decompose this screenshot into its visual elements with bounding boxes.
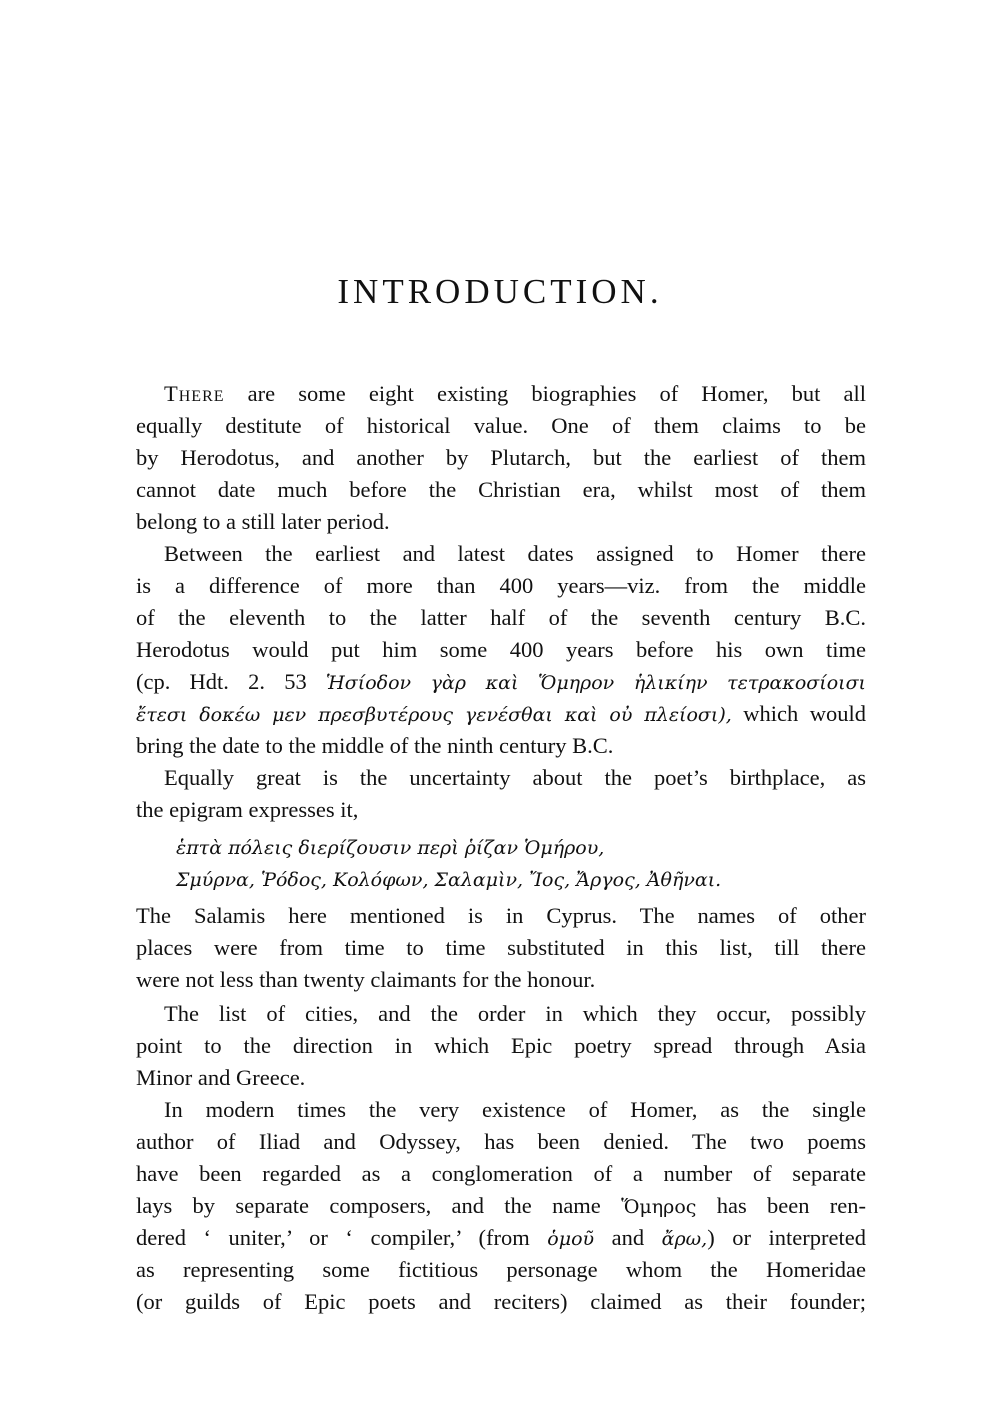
text-line: (or guilds of Epic poets and reciters) claimed as their founder; — [136, 1289, 866, 1314]
text-line: belong to a still later period. — [136, 509, 390, 534]
text-line: bring the date to the middle of the ninth century B.C. — [136, 733, 614, 758]
drop-word: There — [164, 381, 225, 406]
greek-word: ὁμοῦ — [547, 1228, 595, 1250]
text-line: were not less than twenty claimants for the honour. — [136, 967, 596, 992]
text-line: equally destitute of historical value. One of them claims to be — [136, 413, 866, 438]
greek-word: ἄρω, — [661, 1228, 708, 1250]
text-line: In modern times the very existence of Homer, as the single — [164, 1097, 866, 1122]
text-line: is a difference of more than 400 years—viz. from the middle — [136, 573, 866, 598]
text-line: Herodotus would put him some 400 years before his own time — [136, 637, 866, 662]
text-line: point to the direction in which Epic poetry spread through Asia — [136, 1033, 866, 1058]
greek-quote: ἔτεσι δοκέω μεν πρεσβυτέρους γενέσθαι καὶ οὐ πλείοσι), — [136, 704, 732, 726]
text-line: Between the earliest and latest dates assigned to Homer there — [164, 541, 866, 566]
page-title: INTRODUCTION. — [337, 272, 663, 311]
text-line: (cp. Hdt. 2. 53 Ἡσίοδον γὰρ καὶ Ὅμηρον ἡλικίην τετρακοσίοισι — [136, 669, 867, 694]
greek-word: Ὅμηρος — [621, 1196, 697, 1218]
text-line: by Herodotus, and another by Plutarch, but the earliest of them — [136, 445, 866, 470]
text-line: as representing some fictitious personage whom the Homeridae — [136, 1257, 866, 1282]
text-line: dered ‘ uniter,’ or ‘ compiler,’ (from ὁμοῦ and ἄρω,) or interpreted — [136, 1225, 866, 1250]
text-line: ἔτεσι δοκέω μεν πρεσβυτέρους γενέσθαι καὶ οὐ πλείοσι), which would — [136, 701, 866, 726]
greek-quote: Ἡσίοδον γὰρ καὶ Ὅμηρον ἡλικίην τετρακοσίοισι — [325, 672, 867, 694]
text-line: The Salamis here mentioned is in Cyprus. The names of other — [136, 903, 866, 928]
text-line: Minor and Greece. — [136, 1065, 306, 1090]
text-line: the epigram expresses it, — [136, 797, 359, 822]
text-line: places were from time to time substituted in this list, till there — [136, 935, 866, 960]
text-line: cannot date much before the Christian era, whilst most of them — [136, 477, 866, 502]
greek-verse-line: ἑπτὰ πόλεις διερίζουσιν περὶ ῥίζαν Ὁμήρου, — [176, 837, 605, 859]
text-line: Equally great is the uncertainty about the poet’s birthplace, as — [164, 765, 866, 790]
text-line: The list of cities, and the order in which they occur, possibly — [164, 1001, 866, 1026]
greek-verse-line: Σμύρνα, Ῥόδος, Κολόφων, Σαλαμὶν, Ἴος, Ἄργος, Ἀθῆναι. — [176, 869, 722, 891]
text-line: lays by separate composers, and the name Ὅμηρος has been ren- — [136, 1193, 867, 1218]
text-line: There are some eight existing biographies of Homer, but all — [164, 381, 866, 406]
text-line: of the eleventh to the latter half of the seventh century B.C. — [136, 605, 866, 630]
text-line: author of Iliad and Odyssey, has been denied. The two poems — [136, 1129, 866, 1154]
text-line: have been regarded as a conglomeration of a number of separate — [136, 1161, 866, 1186]
